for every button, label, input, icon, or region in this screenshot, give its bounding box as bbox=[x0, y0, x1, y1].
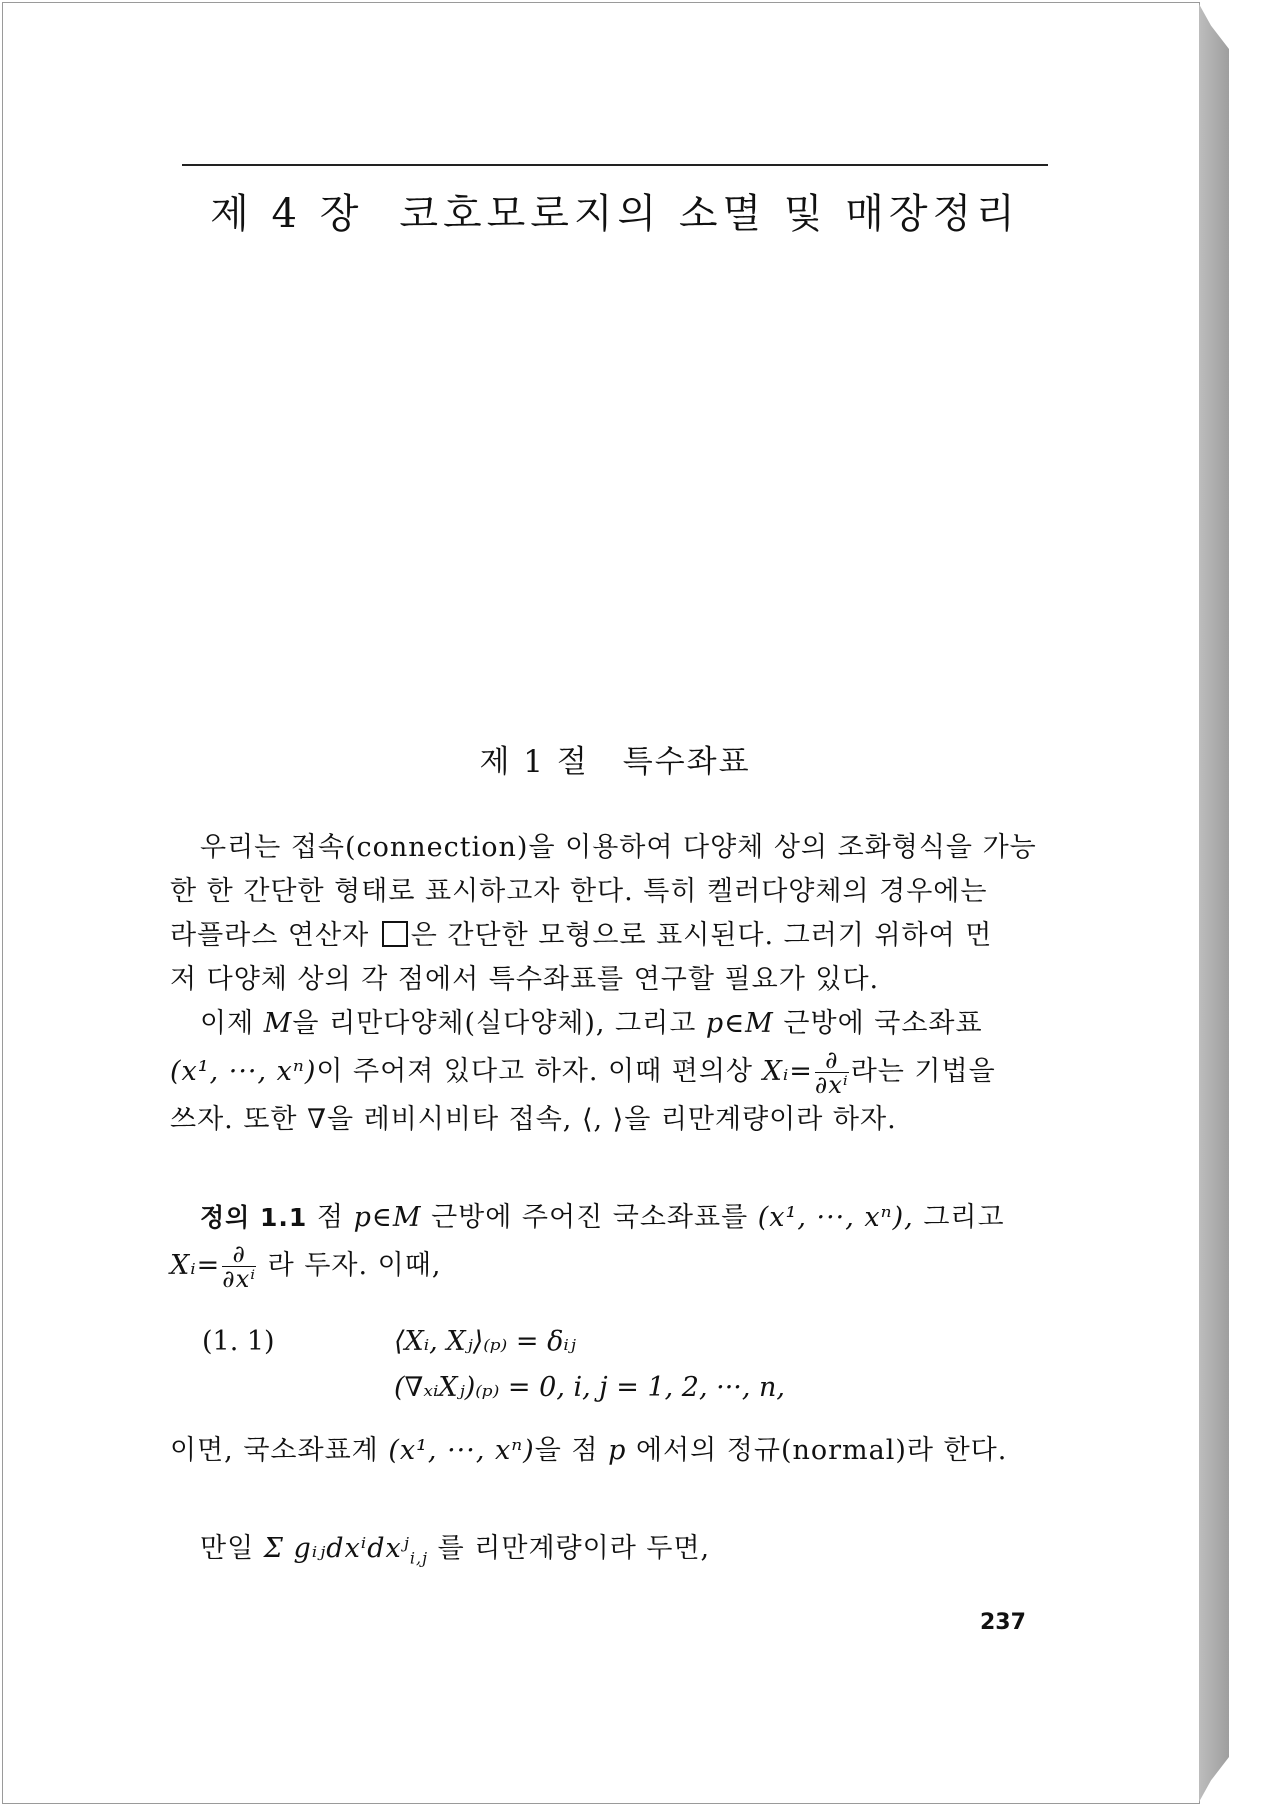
intro-line-3 bbox=[170, 914, 1050, 958]
sentence-text: 를 리만계량이라 두면, bbox=[437, 1533, 711, 1564]
math-bracket: ⟨, ⟩ bbox=[581, 1104, 625, 1135]
partial-fraction bbox=[815, 1048, 849, 1097]
math-p-in-M: p∈M bbox=[705, 1008, 774, 1039]
chapter-title: 코호모로지의 소멸 및 매장정리 bbox=[399, 191, 1020, 237]
frac-denominator: ∂xⁱ bbox=[222, 1265, 257, 1293]
definition-paragraph bbox=[170, 1196, 1050, 1292]
math-coords: (x¹, ···, xⁿ) bbox=[388, 1435, 535, 1466]
page-number: 237 bbox=[980, 1610, 1026, 1635]
setup-text: 을 리만계량이라 하자. bbox=[624, 1104, 897, 1135]
equation-1: ⟨Xᵢ, Xⱼ⟩₍ₚ₎ = δᵢⱼ bbox=[394, 1326, 576, 1357]
intro-paragraph bbox=[170, 826, 1050, 1002]
sentence-text: 이면, 국소좌표계 bbox=[170, 1435, 379, 1466]
setup-text: 을 레비시비타 접속, bbox=[326, 1104, 573, 1135]
equation-number: (1. 1) bbox=[202, 1326, 275, 1357]
frac-numerator: ∂ bbox=[815, 1048, 849, 1073]
setup-text: 이 주어져 있다고 하자. 이때 편의상 bbox=[316, 1056, 754, 1087]
setup-line-3 bbox=[170, 1098, 1050, 1142]
intro-line-3a: 라플라스 연산자 bbox=[170, 920, 370, 951]
setup-text: 근방에 국소좌표 bbox=[783, 1008, 983, 1039]
setup-text: 쓰자. 또한 bbox=[170, 1104, 298, 1135]
page-edge-shadow bbox=[1199, 4, 1229, 1802]
intro-line-1: 우리는 접속(connection)을 이용하여 다양체 상의 조화형식을 가능 bbox=[200, 832, 1037, 863]
math-coords: (x¹, ···, xⁿ) bbox=[170, 1056, 317, 1087]
setup-line-2 bbox=[170, 1046, 1050, 1098]
section-number: 제 1 절 bbox=[479, 744, 589, 780]
def-text: 점 bbox=[316, 1202, 344, 1233]
intro-line-4: 저 다양체 상의 각 점에서 특수좌표를 연구할 필요가 있다. bbox=[170, 964, 880, 995]
intro-line-3b: 은 간단한 모형으로 표시된다. 그러기 위하여 먼 bbox=[410, 920, 993, 951]
equation-2: (∇ₓᵢXⱼ)₍ₚ₎ = 0, i, j = 1, 2, ···, n, bbox=[394, 1372, 786, 1403]
sentence-text: 에서의 정규(normal)라 한다. bbox=[635, 1435, 1008, 1466]
chapter-rule bbox=[182, 164, 1048, 166]
metric-sentence bbox=[200, 1526, 710, 1567]
definition-line-2 bbox=[170, 1240, 1050, 1292]
normal-coords-sentence bbox=[170, 1428, 1007, 1467]
definition-label: 정의 1.1 bbox=[200, 1203, 308, 1232]
def-text: 근방에 주어진 국소좌표를 bbox=[431, 1202, 749, 1233]
sentence-text: 만일 bbox=[200, 1533, 255, 1564]
def-text: 그리고 bbox=[923, 1202, 1005, 1233]
frac-denominator: ∂xⁱ bbox=[814, 1071, 849, 1099]
math-Xi: Xᵢ= bbox=[170, 1250, 221, 1281]
setup-text: 라는 기법을 bbox=[850, 1056, 996, 1087]
math-metric-sum: Σ gᵢⱼdxⁱdxʲ bbox=[263, 1533, 410, 1564]
chapter-heading bbox=[182, 182, 1048, 239]
setup-paragraph bbox=[170, 1002, 1050, 1142]
math-coords: (x¹, ···, xⁿ), bbox=[757, 1202, 914, 1233]
sentence-text: 을 점 bbox=[534, 1435, 599, 1466]
partial-fraction bbox=[222, 1242, 256, 1291]
chapter-number: 제 4 장 bbox=[210, 191, 364, 237]
math-M: M bbox=[263, 1008, 293, 1039]
math-p: p bbox=[608, 1435, 627, 1466]
math-Xi: Xᵢ= bbox=[762, 1056, 813, 1087]
math-p-in-M: p∈M bbox=[353, 1202, 422, 1233]
section-heading bbox=[182, 736, 1048, 781]
definition-line-1 bbox=[170, 1196, 1050, 1240]
frac-numerator: ∂ bbox=[222, 1242, 256, 1267]
setup-text: 이제 bbox=[200, 1008, 255, 1039]
laplace-box-symbol bbox=[382, 921, 408, 947]
sum-subscript: i,j bbox=[409, 1548, 429, 1568]
setup-text: 을 리만다양체(실다양체), 그리고 bbox=[292, 1008, 697, 1039]
section-title: 특수좌표 bbox=[622, 744, 751, 780]
setup-line-1 bbox=[170, 1002, 1050, 1046]
math-nabla: ∇ bbox=[307, 1104, 327, 1135]
def-text: 라 두자. 이때, bbox=[267, 1250, 442, 1281]
intro-line-2: 한 한 간단한 형태로 표시하고자 한다. 특히 켈러다양체의 경우에는 bbox=[170, 876, 988, 907]
